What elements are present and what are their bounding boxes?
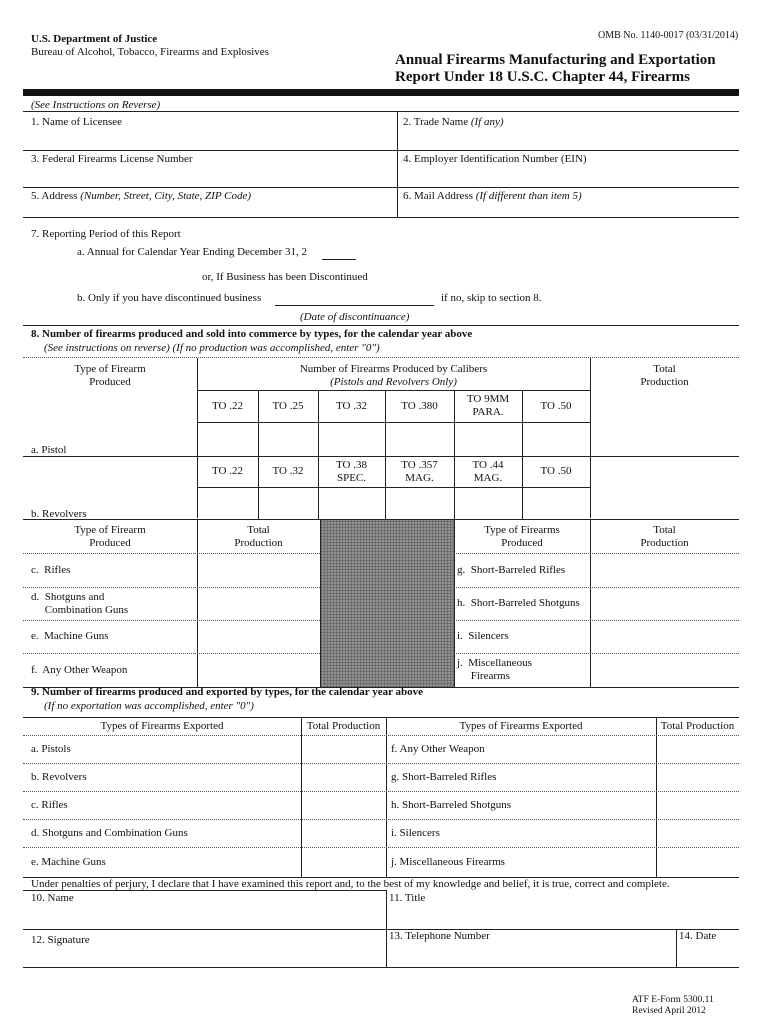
pistol-caliber-label: PARA. [472,406,504,418]
right-total-header-line1: Total [653,524,676,536]
item2-text: 2. Trade Name [403,116,471,128]
produced-right-row-label [457,653,532,687]
revolver-caliber-label: TO .32 [272,465,304,477]
pistol-label: a. Pistol [31,444,67,456]
export-row-label-right: j. Miscellaneous Firearms [391,856,505,868]
signature-label: 12. Signature [31,934,90,946]
left-total-header-line2: Production [234,537,283,549]
produced-right-total-input[interactable] [593,657,736,683]
rule [197,422,590,423]
item5-text: 5. Address [31,190,81,202]
rule [23,763,739,764]
rule [23,217,739,218]
s9-right-header: Types of Firearms Exported [459,720,583,732]
produced-right-label-line: g. Short-Barreled Rifles [457,563,566,576]
pistol-caliber-1 [197,390,258,422]
revolver-caliber-input-2[interactable] [261,490,315,516]
calibers-header [197,363,590,389]
revolver-caliber-label: TO .38 [336,458,367,471]
name-input[interactable] [40,907,380,923]
pistol-caliber-2 [258,390,318,422]
revolver-caliber-label: MAG. [473,471,503,484]
rule [23,847,739,848]
s9-left-total-header: Total Production [306,720,381,732]
ein-input[interactable] [410,168,735,184]
revolver-caliber-label: SPEC. [336,471,367,484]
rule [23,325,739,326]
pistol-total-input[interactable] [595,425,735,453]
rule [656,717,657,877]
rule [23,890,386,891]
rule [23,735,739,736]
pistol-caliber-label: TO .25 [272,399,304,412]
rule [23,967,739,968]
form-title-line1: Annual Firearms Manufacturing and Exportation [395,52,716,68]
shaded-area [320,520,454,687]
left-type-header [23,524,197,550]
revision-date: Revised April 2012 [632,1006,706,1016]
item4-label: 4. Employer Identification Number (EIN) [403,153,587,165]
pistol-caliber-6 [522,390,590,422]
total-header-line1: Total [653,363,676,375]
item1-label: 1. Name of Licensee [31,116,123,128]
date-of-discontinuance-caption: (Date of discontinuance) [300,311,410,323]
pistol-caliber-input-3[interactable] [321,425,382,453]
export-total-input-right[interactable] [659,795,736,815]
rule [397,111,398,217]
produced-right-label-line: h. Short-Barreled Shotguns [457,597,580,609]
export-total-input-left[interactable] [304,823,383,843]
produced-left-total-input[interactable] [200,591,317,616]
produced-left-row-label [31,653,127,687]
section8-title: 8. Number of firearms produced and sold into commerce by types, for the calendar year above [31,328,473,340]
item6-text: 6. Mail Address [403,190,476,202]
export-row-label-left: b. Revolvers [31,771,87,783]
rule [23,187,739,188]
revolver-caliber-input-5[interactable] [457,490,519,516]
pistol-caliber-label: TO .50 [540,399,572,412]
revolver-caliber-3 [318,456,385,487]
produced-left-total-input[interactable] [200,557,317,583]
pistol-caliber-input-6[interactable] [525,425,587,453]
item7-or-label: or, If Business has been Discontinued [202,271,368,283]
omb-number: OMB No. 1140-0017 (03/31/2014) [598,30,739,41]
mail-address-input[interactable] [410,203,735,215]
perjury-statement: Under penalties of perjury, I declare that I have examined this report and, to the best of my knowledge and belief, it is true, correct and complete. [31,878,670,890]
produced-right-row-label [457,553,565,587]
export-total-input-right[interactable] [659,823,736,843]
revolver-caliber-5 [454,456,522,487]
form-title-line2: Report Under 18 U.S.C. Chapter 44, Firearms [395,69,690,85]
item6-label [403,190,582,202]
revolver-caliber-label: MAG. [405,471,434,484]
item7b-skip-note: if no, skip to section 8. [441,292,542,304]
header-bar [23,89,739,96]
type-header-line1: Type of Firearm [74,363,146,375]
right-total-header-line2: Production [640,537,689,549]
rule [23,111,739,112]
revolver-total-input[interactable] [595,490,735,516]
export-total-input-left[interactable] [304,851,383,873]
instructions-note: (See Instructions on Reverse) [31,99,161,111]
right-type-header [454,524,590,550]
revolver-caliber-label: TO .44 [472,458,504,471]
produced-right-row-label [457,587,580,620]
export-total-input-right[interactable] [659,851,736,873]
produced-right-row-label [457,620,509,653]
title-label: 11. Title [389,892,426,904]
produced-left-label-line: d. Shotguns and [31,590,105,603]
produced-left-label-line: Combination Guns [31,603,129,616]
rule [23,929,739,930]
export-row-label-right: h. Short-Barreled Shotguns [391,799,512,811]
revolver-caliber-input-6[interactable] [525,490,587,516]
date-label: 14. Date [679,930,717,942]
revolver-caliber-label: TO .357 [401,458,438,471]
item6-italic: (If different than item 5) [475,190,582,202]
rule [676,929,677,967]
telephone-label: 13. Telephone Number [389,930,490,942]
item2-label [403,116,504,128]
calibers-header-text: Number of Firearms Produced by Calibers [299,363,488,375]
produced-left-row-label [31,587,128,620]
date-input[interactable] [682,946,738,962]
export-row-label-left: e. Machine Guns [31,856,106,868]
item7a-label: a. Annual for Calendar Year Ending December 31, 2 [77,246,308,258]
type-of-firearm-header [23,363,197,389]
revolver-caliber-label: TO .50 [540,465,572,477]
revolver-caliber-6 [522,456,590,487]
type-header-line2: Produced [89,376,131,388]
rule [320,520,321,687]
item3-label: 3. Federal Firearms License Number [31,153,193,165]
revolver-caliber-input-1[interactable] [200,490,255,516]
right-type-header-line1: Type of Firearms [484,524,560,536]
revolver-caliber-1 [197,456,258,487]
rule [23,150,739,151]
pistol-caliber-3 [318,390,385,422]
produced-right-label-line: Firearms [457,670,510,682]
export-total-input-left[interactable] [304,795,383,815]
rule [23,717,739,718]
produced-left-label-line: e. Machine Guns [31,630,109,642]
s9-right-total-header: Total Production [660,720,735,732]
address-input[interactable] [40,203,390,215]
rule [386,717,387,877]
item7b-label: b. Only if you have discontinued business [77,292,262,304]
s9-left-header: Types of Firearms Exported [100,720,224,732]
produced-left-total-input[interactable] [200,657,317,683]
revolver-caliber-2 [258,456,318,487]
produced-right-total-input[interactable] [593,591,736,616]
revolver-caliber-label: TO .22 [212,465,243,477]
export-row-label-left: a. Pistols [31,743,71,755]
export-row-label-right: f. Any Other Weapon [391,743,485,755]
pistol-caliber-input-4[interactable] [388,425,451,453]
rule [23,791,739,792]
item7-label: 7. Reporting Period of this Report [31,228,181,240]
department-name: U.S. Department of Justice [31,33,158,45]
form-number: ATF E-Form 5300.11 [632,995,714,1005]
revolver-caliber-input-3[interactable] [321,490,382,516]
export-total-input-left[interactable] [304,767,383,787]
section8-note: (See instructions on reverse) (If no production was accomplished, enter "0") [44,342,380,354]
pistol-caliber-5 [454,390,522,422]
produced-right-label-line: j. Miscellaneous [457,657,532,669]
produced-left-row-label [31,620,109,653]
produced-left-label-line: f. Any Other Weapon [31,663,128,676]
produced-right-total-input[interactable] [593,624,736,649]
revolvers-label: b. Revolvers [31,508,87,520]
calibers-subheader: (Pistols and Revolvers Only) [330,376,457,388]
pistol-caliber-label: TO 9MM [466,393,510,405]
item2-italic: (If any) [470,116,504,128]
pistol-caliber-label: TO .32 [336,399,367,412]
item5-label [31,190,251,202]
revolver-caliber-4 [385,456,454,487]
licensee-name-input[interactable] [40,131,390,147]
left-type-header-line2: Produced [89,537,131,549]
rule [197,487,590,488]
left-type-header-line1: Type of Firearm [74,524,146,536]
calendar-year-input[interactable] [322,246,356,260]
pistol-caliber-input-1[interactable] [200,425,255,453]
trade-name-input[interactable] [410,131,735,147]
rule [23,357,739,358]
section9-title: 9. Number of firearms produced and exported by types, for the calendar year above [31,686,424,698]
pistol-caliber-input-5[interactable] [457,425,519,453]
pistol-caliber-label: TO .380 [401,399,438,412]
left-total-header-line1: Total [247,524,270,536]
export-total-input-right[interactable] [659,739,736,759]
produced-left-total-input[interactable] [200,624,317,649]
ffl-number-input[interactable] [40,168,390,184]
rule [301,717,302,877]
export-total-input-right[interactable] [659,767,736,787]
produced-right-total-input[interactable] [593,557,736,583]
export-row-label-right: i. Silencers [391,827,440,839]
total-header-line2: Production [640,376,689,388]
produced-right-label-line: i. Silencers [457,630,509,642]
discontinuance-date-input[interactable] [275,292,434,306]
export-row-label-right: g. Short-Barreled Rifles [391,771,497,783]
export-row-label-left: c. Rifles [31,799,68,811]
signature-input[interactable] [100,947,380,963]
export-row-label-left: d. Shotguns and Combination Guns [31,827,188,839]
right-type-header-line2: Produced [501,537,543,549]
telephone-input[interactable] [395,946,670,962]
item5-italic: (Number, Street, City, State, ZIP Code) [80,190,251,202]
pistol-caliber-label: TO .22 [212,399,243,412]
name-label: 10. Name [31,892,74,904]
bureau-name: Bureau of Alcohol, Tobacco, Firearms and Explosives [31,46,269,58]
total-production-header [590,363,739,389]
title-input[interactable] [395,907,735,923]
revolver-caliber-input-4[interactable] [388,490,451,516]
export-total-input-left[interactable] [304,739,383,759]
pistol-caliber-4 [385,390,454,422]
left-total-header [197,524,320,550]
section9-note: (If no exportation was accomplished, enter "0") [44,700,254,712]
produced-left-row-label [31,553,70,587]
produced-left-label-line: c. Rifles [31,563,71,576]
pistol-caliber-input-2[interactable] [261,425,315,453]
right-total-header [590,524,739,550]
